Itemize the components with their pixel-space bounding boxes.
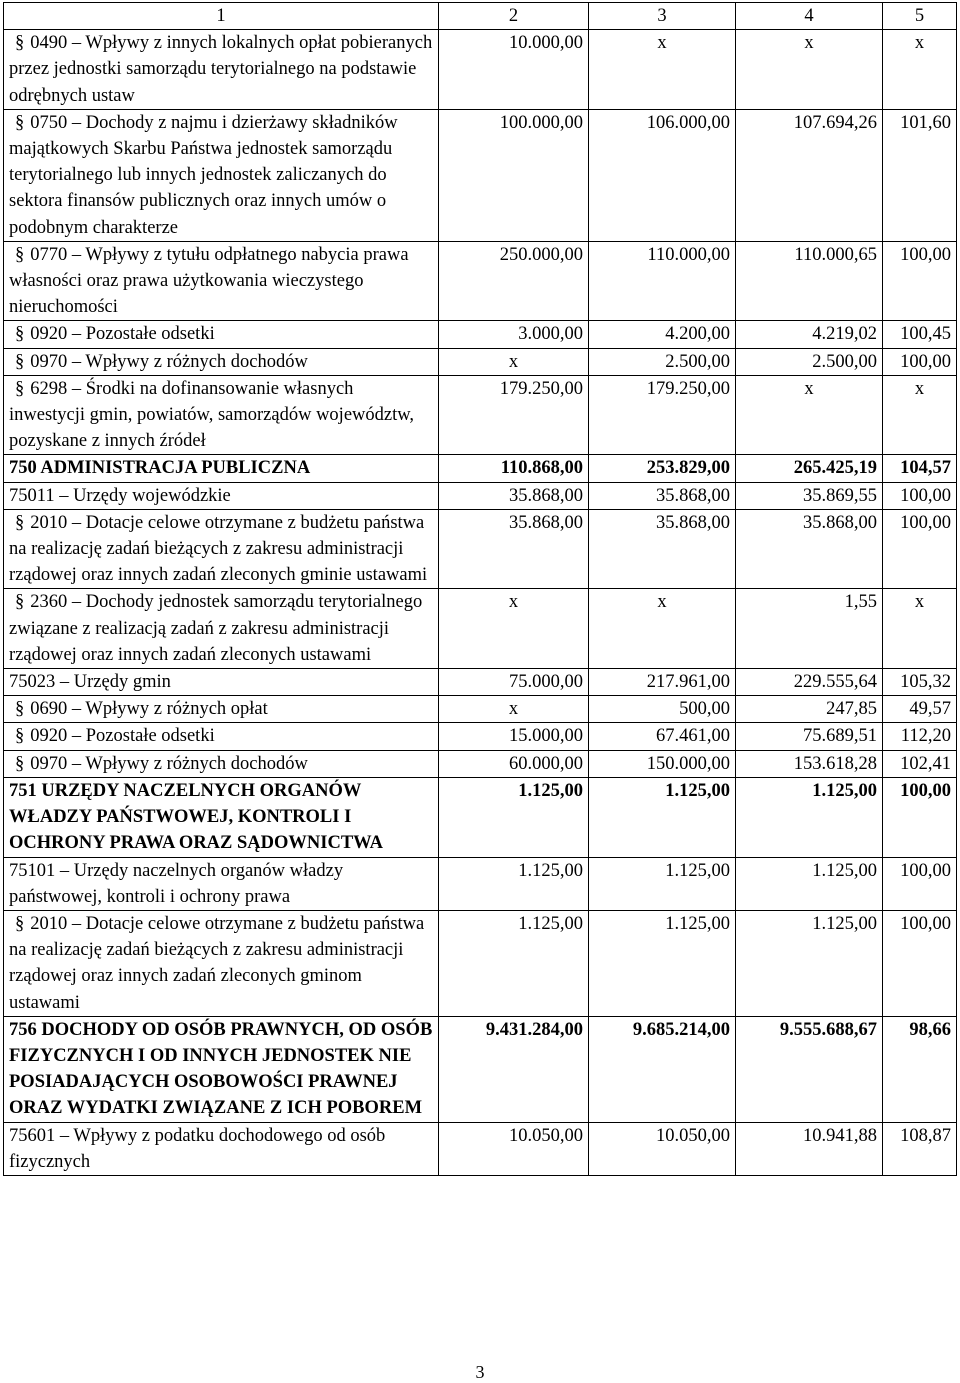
value-col-4: 229.555,64 (736, 669, 883, 696)
value-col-2: 10.050,00 (439, 1122, 589, 1175)
value-col-2: 35.868,00 (439, 509, 589, 589)
row-description-text: 2010 – Dotacje celowe otrzymane z budżetu państwa na realizację zadań bieżących z zakresu administracji rządowej oraz innych zadań zleconych gminie ustawami (9, 512, 428, 586)
row-description (4, 589, 439, 669)
row-description (4, 321, 439, 348)
row-description (4, 777, 439, 857)
value-col-4: 153.618,28 (736, 750, 883, 777)
value-col-5: 100,00 (883, 777, 957, 857)
value-col-5: x (883, 30, 957, 110)
page-number: 3 (475, 1362, 485, 1382)
column-header-3: 3 (589, 3, 736, 30)
value-col-2: 250.000,00 (439, 241, 589, 321)
value-col-3: 67.461,00 (589, 723, 736, 750)
table-row (4, 857, 957, 910)
value-col-2: 35.868,00 (439, 482, 589, 509)
row-description-text: 0690 – Wpływy z różnych opłat (30, 699, 268, 720)
value-col-2: 75.000,00 (439, 669, 589, 696)
value-col-2: 9.431.284,00 (439, 1016, 589, 1122)
value-col-5: 100,00 (883, 910, 957, 1016)
row-description (4, 669, 439, 696)
row-description-text: 0770 – Wpływy z tytułu odpłatnego nabycia prawa własności oraz prawa użytkowania wieczystego nieruchomości (9, 244, 409, 318)
value-col-3: 35.868,00 (589, 482, 736, 509)
value-col-3: 110.000,00 (589, 241, 736, 321)
value-col-4: 35.868,00 (736, 509, 883, 589)
value-col-4: 4.219,02 (736, 321, 883, 348)
row-description (4, 750, 439, 777)
value-col-3: x (589, 589, 736, 669)
paragraph-icon: § (15, 699, 25, 720)
value-col-5: 112,20 (883, 723, 957, 750)
value-col-3: 35.868,00 (589, 509, 736, 589)
table-row (4, 348, 957, 375)
row-description (4, 509, 439, 589)
row-description-text: 0920 – Pozostałe odsetki (30, 324, 215, 345)
value-col-4: x (736, 30, 883, 110)
value-col-4: x (736, 375, 883, 455)
row-description (4, 1016, 439, 1122)
value-col-4: 247,85 (736, 696, 883, 723)
value-col-3: 2.500,00 (589, 348, 736, 375)
value-col-4: 1.125,00 (736, 857, 883, 910)
row-description-text: 0750 – Dochody z najmu i dzierżawy składników majątkowych Skarbu Państwa jednostek samorządu terytorialnego lub innych jednostek zaliczanych do sektora finansów publicznych oraz innych umów o podobnym charakterze (9, 112, 398, 238)
paragraph-icon: § (15, 324, 25, 345)
table-row (4, 910, 957, 1016)
column-header-1: 1 (4, 3, 439, 30)
table-row (4, 669, 957, 696)
value-col-2: 1.125,00 (439, 910, 589, 1016)
value-col-3: 217.961,00 (589, 669, 736, 696)
paragraph-icon: § (15, 592, 25, 613)
value-col-4: 2.500,00 (736, 348, 883, 375)
table-row (4, 321, 957, 348)
column-header-4: 4 (736, 3, 883, 30)
table-row (4, 509, 957, 589)
table-row (4, 375, 957, 455)
value-col-5: x (883, 375, 957, 455)
paragraph-icon: § (15, 913, 25, 934)
value-col-2: 179.250,00 (439, 375, 589, 455)
row-description (4, 1122, 439, 1175)
value-col-5: x (883, 589, 957, 669)
row-description (4, 482, 439, 509)
row-description-text: 0920 – Pozostałe odsetki (30, 726, 215, 747)
value-col-5: 100,00 (883, 241, 957, 321)
value-col-4: 110.000,65 (736, 241, 883, 321)
value-col-5: 49,57 (883, 696, 957, 723)
value-col-4: 35.869,55 (736, 482, 883, 509)
value-col-5: 104,57 (883, 455, 957, 482)
table-row (4, 1122, 957, 1175)
value-col-4: 107.694,26 (736, 109, 883, 241)
value-col-4: 9.555.688,67 (736, 1016, 883, 1122)
value-col-5: 108,87 (883, 1122, 957, 1175)
table-body (4, 30, 957, 1176)
row-description (4, 857, 439, 910)
paragraph-icon: § (15, 512, 25, 533)
value-col-3: 9.685.214,00 (589, 1016, 736, 1122)
value-col-2: 1.125,00 (439, 857, 589, 910)
value-col-2: 1.125,00 (439, 777, 589, 857)
row-description-text: 75011 – Urzędy wojewódzkie (9, 485, 231, 506)
row-description-text: 6298 – Środki na dofinansowanie własnych inwestycji gmin, powiatów, samorządów województw, pozyskane z innych źródeł (9, 378, 415, 452)
row-description-text: 751 URZĘDY NACZELNYCH ORGANÓW WŁADZY PAŃSTWOWEJ, KONTROLI I OCHRONY PRAWA ORAZ SĄDOWNICTWA (9, 780, 383, 854)
row-description-text: 2010 – Dotacje celowe otrzymane z budżetu państwa na realizację zadań bieżących z zakresu administracji rządowej oraz innych zadań zleconych gminom ustawami (9, 913, 425, 1013)
value-col-2: 100.000,00 (439, 109, 589, 241)
value-col-4: 75.689,51 (736, 723, 883, 750)
value-col-3: 500,00 (589, 696, 736, 723)
value-col-5: 102,41 (883, 750, 957, 777)
value-col-5: 98,66 (883, 1016, 957, 1122)
table-row (4, 482, 957, 509)
value-col-3: 1.125,00 (589, 910, 736, 1016)
value-col-2: x (439, 348, 589, 375)
value-col-2: 10.000,00 (439, 30, 589, 110)
paragraph-icon: § (15, 351, 25, 372)
value-col-4: 265.425,19 (736, 455, 883, 482)
row-description-text: 2360 – Dochody jednostek samorządu terytorialnego związane z realizacją zadań z zakresu administracji rządowej oraz innych zadań zleconych ustawami (9, 592, 423, 665)
value-col-2: 3.000,00 (439, 321, 589, 348)
header-row (4, 3, 957, 30)
paragraph-icon: § (15, 378, 25, 399)
value-col-5: 100,45 (883, 321, 957, 348)
value-col-3: 10.050,00 (589, 1122, 736, 1175)
table-row (4, 589, 957, 669)
table-row (4, 455, 957, 482)
row-description (4, 348, 439, 375)
paragraph-icon: § (15, 33, 25, 54)
value-col-4: 1,55 (736, 589, 883, 669)
table-row (4, 30, 957, 110)
value-col-2: 60.000,00 (439, 750, 589, 777)
row-description (4, 109, 439, 241)
row-description (4, 696, 439, 723)
value-col-3: 253.829,00 (589, 455, 736, 482)
value-col-5: 100,00 (883, 348, 957, 375)
paragraph-icon: § (15, 753, 25, 774)
value-col-3: x (589, 30, 736, 110)
value-col-2: x (439, 589, 589, 669)
value-col-2: x (439, 696, 589, 723)
value-col-2: 110.868,00 (439, 455, 589, 482)
value-col-2: 15.000,00 (439, 723, 589, 750)
table-row (4, 750, 957, 777)
value-col-3: 150.000,00 (589, 750, 736, 777)
row-description-text: 75101 – Urzędy naczelnych organów władzy państwowej, kontroli i ochrony prawa (9, 860, 344, 907)
row-description (4, 455, 439, 482)
row-description-text: 0970 – Wpływy z różnych dochodów (30, 351, 308, 372)
row-description (4, 375, 439, 455)
column-header-2: 2 (439, 3, 589, 30)
row-description (4, 910, 439, 1016)
value-col-3: 1.125,00 (589, 857, 736, 910)
table-row (4, 109, 957, 241)
budget-table (3, 2, 957, 1176)
value-col-3: 1.125,00 (589, 777, 736, 857)
value-col-3: 4.200,00 (589, 321, 736, 348)
value-col-4: 1.125,00 (736, 777, 883, 857)
row-description (4, 723, 439, 750)
paragraph-icon: § (15, 244, 25, 265)
value-col-5: 100,00 (883, 482, 957, 509)
row-description-text: 0970 – Wpływy z różnych dochodów (30, 753, 308, 774)
row-description-text: 75023 – Urzędy gmin (9, 672, 171, 693)
row-description-text: 75601 – Wpływy z podatku dochodowego od osób fizycznych (9, 1125, 386, 1172)
table-row (4, 723, 957, 750)
table-row (4, 777, 957, 857)
column-header-5: 5 (883, 3, 957, 30)
table-row (4, 696, 957, 723)
row-description-text: 0490 – Wpływy z innych lokalnych opłat pobieranych przez jednostki samorządu terytorialnego na podstawie odrębnych ustaw (9, 33, 433, 106)
value-col-5: 100,00 (883, 509, 957, 589)
value-col-4: 1.125,00 (736, 910, 883, 1016)
paragraph-icon: § (15, 112, 25, 133)
value-col-5: 101,60 (883, 109, 957, 241)
row-description (4, 241, 439, 321)
table-row (4, 241, 957, 321)
value-col-3: 179.250,00 (589, 375, 736, 455)
value-col-5: 105,32 (883, 669, 957, 696)
value-col-3: 106.000,00 (589, 109, 736, 241)
value-col-4: 10.941,88 (736, 1122, 883, 1175)
row-description-text: 756 DOCHODY OD OSÓB PRAWNYCH, OD OSÓB FIZYCZNYCH I OD INNYCH JEDNOSTEK NIE POSIADAJĄCYCH OSOBOWOŚCI PRAWNEJ ORAZ WYDATKI ZWIĄZANE Z ICH POBOREM (9, 1019, 433, 1119)
row-description (4, 30, 439, 110)
row-description-text: 750 ADMINISTRACJA PUBLICZNA (9, 458, 311, 479)
paragraph-icon: § (15, 726, 25, 747)
table-row (4, 1016, 957, 1122)
value-col-5: 100,00 (883, 857, 957, 910)
